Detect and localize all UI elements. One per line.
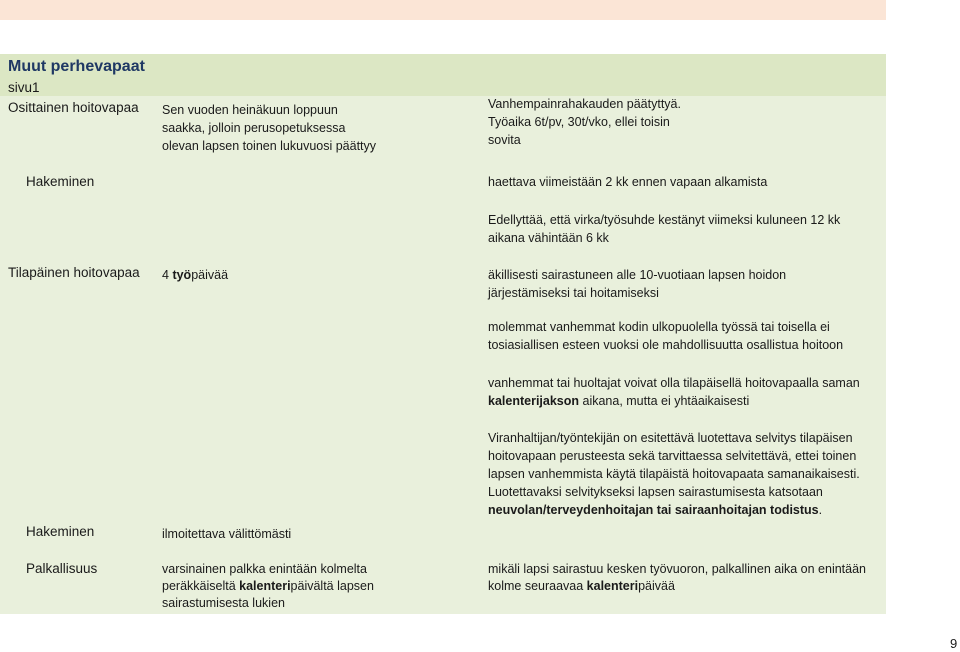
palkallisuus-right-2-prefix: kolme seuraavaa: [488, 579, 587, 593]
tilapainen-block4-2: [488, 392, 749, 410]
tilapainen-block5-3: lapsen vanhemmista käytä tilapäistä hoitovapaata samanaikaisesti.: [488, 467, 860, 481]
row-label-hakeminen-2: Hakeminen: [26, 524, 95, 539]
osittainen-right-3: sovita: [488, 133, 521, 147]
osittainen-middle-1: Sen vuoden heinäkuun loppuun: [162, 103, 338, 117]
tilapainen-block4-rest: aikana, mutta ei yhtäaikaisesti: [579, 394, 750, 408]
tilapainen-middle: [162, 266, 228, 284]
osittainen-right-1: Vanhempainrahakauden päätyttyä.: [488, 97, 681, 111]
tilapainen-block5-bold: neuvolan/terveydenhoitajan tai sairaanhoitajan todistus: [488, 503, 819, 517]
palkallisuus-middle-3: sairastumisesta lukien: [162, 596, 285, 610]
hakeminen-2-middle: ilmoitettava välittömästi: [162, 527, 292, 541]
tilapainen-middle-prefix: 4: [162, 268, 173, 282]
tilapainen-block3-2: tosiasiallisen esteen vuoksi ole mahdollisuutta osallistua hoitoon: [488, 338, 844, 352]
palkallisuus-right-1: mikäli lapsi sairastuu kesken työvuoron, palkallinen aika on enintään: [488, 562, 866, 576]
row-label-palkallisuus: Palkallisuus: [26, 561, 98, 576]
page-number: 9: [950, 636, 958, 651]
palkallisuus-right-2-bold: kalenteri: [586, 579, 639, 593]
palkallisuus-middle-2-bold: kalenteri: [239, 579, 291, 593]
page-title: Muut perhevapaat: [8, 58, 145, 75]
osittainen-middle-2: saakka, jolloin perusopetuksessa: [162, 121, 346, 135]
tilapainen-block5-4: Luotettavaksi selvitykseksi lapsen sairastumisesta katsotaan: [488, 485, 823, 499]
row-label-tilapainen: Tilapäinen hoitovapaa: [8, 265, 140, 280]
palkallisuus-middle-2-prefix: peräkkäiseltä: [162, 579, 240, 593]
row-label-hakeminen-1: Hakeminen: [26, 174, 95, 189]
palkallisuus-middle-2: [162, 577, 374, 595]
tilapainen-block5-2: hoitovapaan perusteesta sekä tarvittaessa selvitettävä, ettei toinen: [488, 449, 857, 463]
hakeminen-1-right: haettava viimeistään 2 kk ennen vapaan alkamista: [488, 175, 768, 189]
tilapainen-block2-2: järjestämiseksi tai hoitamiseksi: [488, 286, 659, 300]
palkallisuus-right-2: [488, 577, 675, 595]
osittainen-right-2: Työaika 6t/pv, 30t/vko, ellei toisin: [488, 115, 670, 129]
tilapainen-middle-bold: työ: [172, 268, 192, 282]
palkallisuus-right-2-suffix: päivää: [638, 579, 675, 593]
tilapainen-block4-bold: kalenterijakson: [488, 394, 580, 408]
tilapainen-block2-1: äkillisesti sairastuneen alle 10-vuotiaan lapsen hoidon: [488, 268, 787, 282]
osittainen-middle-3: olevan lapsen toinen lukuvuosi päättyy: [162, 139, 377, 153]
tilapainen-block1-2: aikana vähintään 6 kk: [488, 231, 609, 245]
row-label-osittainen: Osittainen hoitovapaa: [8, 100, 139, 115]
palkallisuus-middle-2-suffix: päivältä lapsen: [290, 579, 374, 593]
tilapainen-block5-5: [488, 501, 822, 519]
tilapainen-block4-1: vanhemmat tai huoltajat voivat olla tilapäisellä hoitovapaalla saman: [488, 376, 860, 390]
tilapainen-block5-end: .: [818, 503, 823, 517]
tilapainen-block3-1: molemmat vanhemmat kodin ulkopuolella työssä tai toisella ei: [488, 320, 830, 334]
page-subtitle: sivu1: [8, 80, 40, 95]
tilapainen-middle-suffix: päivää: [191, 268, 229, 282]
top-color-bar: [0, 0, 886, 20]
palkallisuus-middle-1: varsinainen palkka enintään kolmelta: [162, 562, 367, 576]
tilapainen-block5-1: Viranhaltijan/työntekijän on esitettävä luotettava selvitys tilapäisen: [488, 431, 853, 445]
tilapainen-block1-1: Edellyttää, että virka/työsuhde kestänyt viimeksi kuluneen 12 kk: [488, 213, 841, 227]
